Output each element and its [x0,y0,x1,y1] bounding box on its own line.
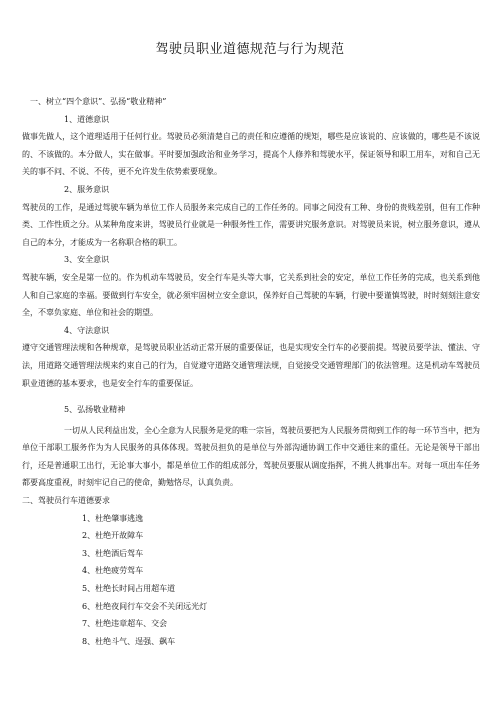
list-item: 7、杜绝违章超车、交会 [82,619,168,629]
sub-3-heading: 3、安全意识 [64,255,110,265]
sub-4-text: 遵守交通管理法规和各种规章，是驾驶员职业活动正常开展的重要保证，也是实现安全行车的必要前提。驾驶员要学法、懂法、守法，用道路交通管理法规来约束自己的行为，自觉遵守道路交通管理法规，自觉接受交通管理部门的依法管理。这是机动车驾驶员职业道德的基本要求，也是安全行车的重要保证。 [22,343,480,388]
sub-1-text: 做事先做人，这个道理适用于任何行业。驾驶员必须清楚自己的责任和应遵循的规矩，哪些是应该说的、应该做的，哪些是不该说的、不该做的。本分做人，实在做事。平时要加强政治和业务学习，提高个人修养和驾驶水平，保证领导和职工用车，对和自己无关的事不问、不说、不传，更不允许发生依势索要现象。 [22,132,480,177]
section-1-heading: 一、树立“四个意识”、弘扬“敬业精神” [30,97,167,106]
section-2-heading: 二、驾驶员行车道德要求 [22,496,110,506]
sub-2-heading: 2、服务意识 [64,184,110,194]
sub-3-text: 驾驶车辆，安全是第一位的。作为机动车驾驶员，安全行车是头等大事，它关系到社会的安定，单位工作任务的完成，也关系到他人和自己家庭的幸福。要做到行车安全，就必须牢固树立安全意识，保养好自己驾驶的车辆，行驶中要谨慎驾驶，时时刻刻注意安全，不辜负家庭、单位和社会的期望。 [22,272,480,318]
list-item: 8、杜绝斗气、逞强、飙车 [82,636,176,646]
page-title: 驾驶员职业道德规范与行为规范 [155,42,345,57]
document-body [22,93,480,650]
list-item: 2、杜绝开故障车 [82,531,144,541]
sub-2-text: 驾驶员的工作，是通过驾驶车辆为单位工作人员服务来完成自己的工作任务的。同事之间没有工种、身份的贵贱差别，但有工作种类、工作性质之分。从某种角度来讲，驾驶员行业就是一种服务性工作，需要讲究服务意识。对驾驶员来说，树立服务意识，遵从自己的本分，才能成为一名称职合格的职工。 [22,202,480,247]
sub-1-heading: 1、道德意识 [64,114,110,124]
list-item: 4、杜绝疲劳驾车 [82,566,144,576]
sub-5-heading: 5、弘扬敬业精神 [64,405,126,415]
list-item: 6、杜绝夜间行车交会不关闭远光灯 [82,601,208,611]
list-item: 1、杜绝肇事逃逸 [82,513,144,523]
spacer [22,392,480,401]
list-item: 5、杜绝长时间占用超车道 [82,584,176,594]
sub-4-heading: 4、守法意识 [64,325,110,335]
list-item: 3、杜绝酒后驾车 [82,548,144,558]
sub-5-text: 一切从人民利益出发，全心全意为人民服务是党的唯一宗旨，驾驶员要把为人民服务贯彻到工作的每一环节当中，把为单位干部职工服务作为为人民服务的具体体现。驾驶员担负的是单位与外部沟通协调工作中交通往来的重任。无论是领导干部出行，还是普通职工出行，无论事大事小，都是单位工作的组成部分，驾驶员要服从调度指挥，不挑人挑事出车。对每一项出车任务都要高度重视，时刻牢记自己的使命，勤勉恪尽，认真负责。 [22,425,480,488]
